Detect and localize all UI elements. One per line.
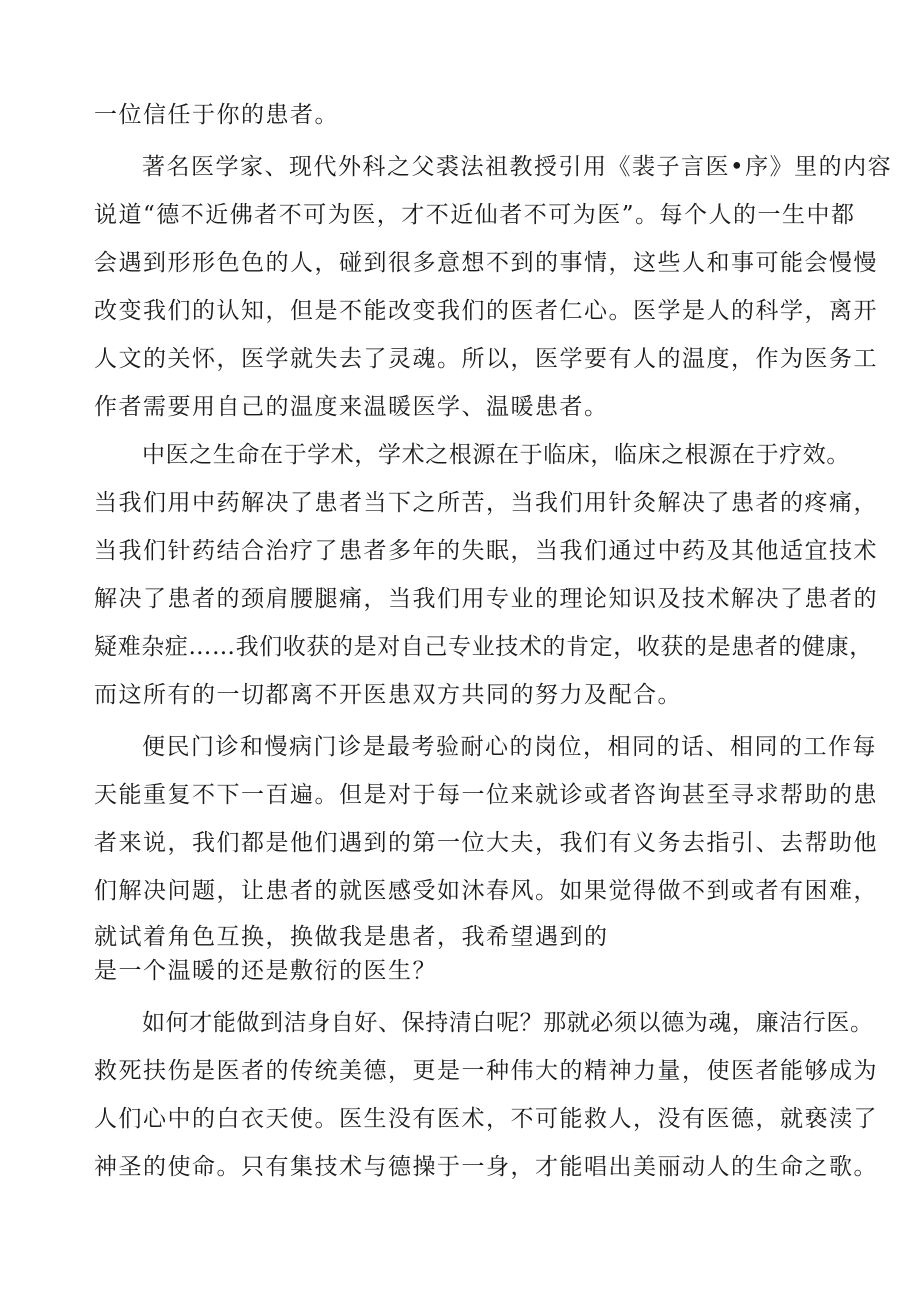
text-line: 当我们用中药解决了患者当下之所苦，当我们用针灸解决了患者的疼痛，	[94, 490, 878, 516]
text-line: 们解决问题，让患者的就医感受如沐春风。如果觉得做不到或者有困难，	[94, 878, 878, 904]
text-line: 一位信任于你的患者。	[94, 102, 339, 128]
paragraph-first-line: 如何才能做到洁身自好、保持清白呢？那就必须以德为魂，廉洁行医。	[142, 1010, 874, 1036]
text-line: 就试着角色互换，换做我是患者，我希望遇到的	[94, 924, 609, 950]
text-line: 会遇到形形色色的人，碰到很多意想不到的事情，这些人和事可能会慢慢	[94, 250, 878, 276]
text-line: 人文的关怀，医学就失去了灵魂。所以，医学要有人的温度，作为医务工	[94, 346, 878, 372]
paragraph-first-line: 著名医学家、现代外科之父裘法祖教授引用《裴子言医•序》里的内容	[142, 154, 893, 180]
paragraph-first-line: 中医之生命在于学术，学术之根源在于临床，临床之根源在于疗效。	[142, 442, 850, 468]
paragraph-first-line: 便民门诊和慢病门诊是最考验耐心的岗位，相同的话、相同的工作每	[142, 734, 877, 760]
text-line: 人们心中的白衣天使。医生没有医术，不可能救人，没有医德，就亵渎了	[94, 1106, 878, 1132]
text-line: 说道“德不近佛者不可为医，才不近仙者不可为医”。每个人的一生中都	[94, 202, 856, 228]
text-line: 神圣的使命。只有集技术与德操于一身，才能唱出美丽动人的生命之歌。	[94, 1154, 878, 1180]
text-line: 是一个温暖的还是敷衍的医生？	[94, 958, 437, 984]
text-line: 解决了患者的颈肩腰腿痛，当我们用专业的理论知识及技术解决了患者的	[94, 586, 878, 612]
text-line: 当我们针药结合治疗了患者多年的失眠，当我们通过中药及其他适宜技术	[94, 538, 878, 564]
text-line: 者来说，我们都是他们遇到的第一位大夫，我们有义务去指引、去帮助他	[94, 830, 878, 856]
text-line: 作者需要用自己的温度来温暖医学、温暖患者。	[94, 394, 609, 420]
text-line: 而这所有的一切都离不开医患双方共同的努力及配合。	[94, 682, 682, 708]
text-line: 改变我们的认知，但是不能改变我们的医者仁心。医学是人的科学，离开	[94, 298, 878, 324]
text-line: 疑难杂症……我们收获的是对自己专业技术的肯定，收获的是患者的健康，	[94, 634, 873, 660]
text-line: 救死扶伤是医者的传统美德，更是一种伟大的精神力量，使医者能够成为	[94, 1058, 878, 1084]
text-line: 天能重复不下一百遍。但是对于每一位来就诊或者咨询甚至寻求帮助的患	[94, 782, 878, 808]
